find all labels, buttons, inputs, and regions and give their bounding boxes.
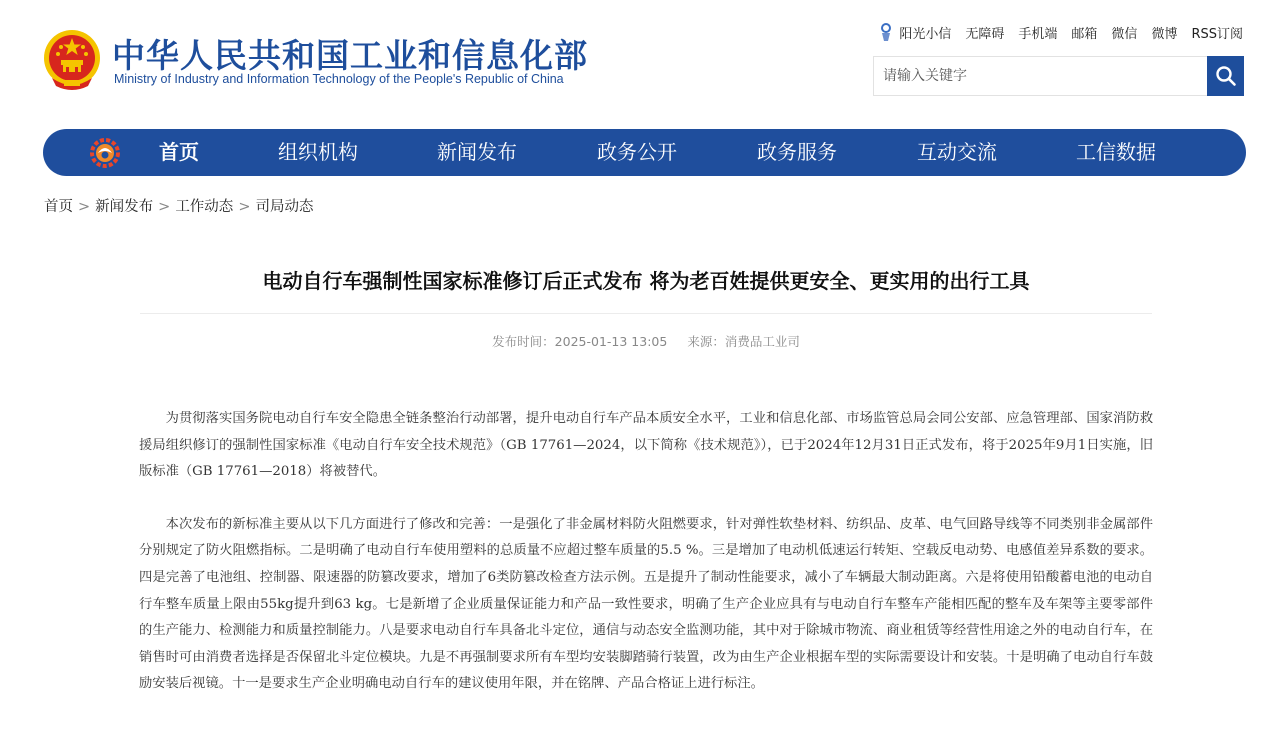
- top-link-sunshine[interactable]: [878, 22, 951, 42]
- publish-label: 发布时间：: [492, 334, 555, 349]
- nav-item-interaction[interactable]: 互动交流: [917, 140, 997, 164]
- publish-time: 2025-01-13 13:05: [554, 334, 668, 349]
- article-source: 消费品工业司: [724, 334, 800, 349]
- top-links: [878, 22, 1243, 42]
- nav-item-news[interactable]: 新闻发布: [437, 140, 517, 164]
- top-link-mobile[interactable]: 手机端: [1018, 26, 1058, 42]
- breadcrumb-separator: >: [158, 199, 171, 215]
- site-title[interactable]: 中华人民共和国工业和信息化部: [112, 36, 588, 75]
- site-header: [0, 0, 1280, 120]
- breadcrumb-separator: >: [78, 199, 91, 215]
- article-body: [139, 406, 1153, 698]
- top-link-accessibility[interactable]: 无障碍: [965, 26, 1005, 42]
- search-button[interactable]: [1207, 56, 1244, 96]
- source-label: 来源：: [687, 334, 725, 349]
- search-icon: [1215, 65, 1237, 87]
- site-subtitle: Ministry of Industry and Information Technology of the People's Republic of China: [114, 72, 564, 86]
- breadcrumb-item[interactable]: 工作动态: [175, 199, 234, 215]
- nav-item-data[interactable]: 工信数据: [1076, 140, 1156, 164]
- breadcrumb: [44, 195, 313, 216]
- breadcrumb-item[interactable]: 首页: [44, 199, 73, 215]
- nav-item-home[interactable]: 首页: [159, 140, 199, 164]
- gear-logo-icon[interactable]: [89, 137, 121, 169]
- search-box: [873, 56, 1244, 96]
- breadcrumb-separator: >: [238, 199, 251, 215]
- nav-item-government-affairs[interactable]: 政务公开: [597, 140, 677, 164]
- top-link-rss[interactable]: RSS订阅: [1191, 26, 1243, 42]
- top-link-wechat[interactable]: 微信: [1111, 26, 1138, 42]
- top-link-weibo[interactable]: 微博: [1151, 26, 1178, 42]
- nav-item-government-services[interactable]: 政务服务: [757, 140, 837, 164]
- title-divider: [140, 313, 1152, 314]
- article-paragraph: 为贯彻落实国务院电动自行车安全隐患全链条整治行动部署，提升电动自行车产品本质安全水平，工业和信息化部、市场监管总局会同公安部、应急管理部、国家消防救援局组织修订的强制性国家标准《电动自行车安全技术规范》（GB 17761—2024，以下简称《技术规范》），已于2024年12月31日正式发布，将于2025年9月1日实施，旧版标准（GB 17761—2018）将被替代。: [139, 411, 1153, 480]
- breadcrumb-item[interactable]: 新闻发布: [95, 199, 154, 215]
- top-link-label: 阳光小信: [899, 26, 952, 42]
- article-meta: [140, 332, 1152, 350]
- sun-mascot-icon: [878, 22, 894, 42]
- nav-item-organization[interactable]: 组织机构: [278, 140, 358, 164]
- search-input[interactable]: [874, 57, 1208, 95]
- article-title: 电动自行车强制性国家标准修订后正式发布 将为老百姓提供更安全、更实用的出行工具: [262, 269, 1030, 293]
- national-emblem-icon[interactable]: [42, 28, 102, 90]
- top-link-mail[interactable]: 邮箱: [1071, 26, 1098, 42]
- breadcrumb-item[interactable]: 司局动态: [255, 199, 314, 215]
- main-nav: [43, 129, 1246, 176]
- article-paragraph: 本次发布的新标准主要从以下几方面进行了修改和完善：一是强化了非金属材料防火阻燃要求，针对弹性软垫材料、纺织品、皮革、电气回路导线等不同类别非金属部件分别规定了防火阻燃指标。二是明确了电动自行车使用塑料的总质量不应超过整车质量的5.5 %。三是增加了电动机低速运行转矩、空载反电动势、电感值差异系数的要求。四是完善了电池组、控制器、限速器的防篡改要求，增加了6类防篡改检查方法示例。五是提升了制动性能要求，减小了车辆最大制动距离。六是将使用铅酸蓄电池的电动自行车整车质量上限由55kg提升到63 kg。七是新增了企业质量保证能力和产品一致性要求，明确了生产企业应具有与电动自行车整车产能相匹配的整车及车架等主要零部件的生产能力、检测能力和质量控制能力。八是要求电动自行车具备北斗定位，通信与动态安全监测功能，其中对于除城市物流、商业租赁等经营性用途之外的电动自行车，在销售时可由消费者选择是否保留北斗定位模块。九是不再强制要求所有车型均安装脚踏骑行装置，改为由生产企业根据车型的实际需要设计和安装。十是明确了电动自行车鼓励安装后视镜。十一是要求生产企业明确电动自行车的建议使用年限，并在铭牌、产品合格证上进行标注。: [139, 516, 1153, 692]
